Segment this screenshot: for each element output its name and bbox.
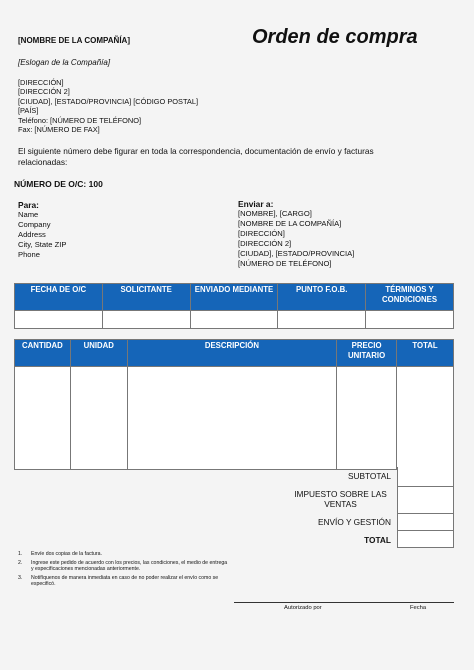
tax-label: IMPUESTO SOBRE LAS VENTAS — [294, 489, 387, 509]
vendor-name: Name — [18, 210, 39, 219]
footnote-item: 3. Notifíquenos de manera inmediata en caso de no poder realizar el envío como se especificó. — [18, 574, 219, 588]
company-name: [NOMBRE DE LA COMPAÑÍA] — [18, 36, 130, 45]
ship-to-phone: [NÚMERO DE TELÉFONO] — [238, 259, 332, 268]
company-address — [18, 78, 198, 134]
subtotal-field[interactable] — [397, 467, 454, 487]
enviado-mediante-field[interactable] — [190, 311, 278, 329]
header-solicitante: SOLICITANTE — [102, 284, 190, 311]
vendor-city: City, State ZIP — [18, 240, 67, 249]
header-enviado-mediante: ENVIADO MEDIANTE — [190, 284, 278, 311]
total-label: TOTAL — [364, 535, 391, 545]
ship-to-city: [CIUDAD], [ESTADO/PROVINCIA] — [238, 249, 355, 258]
order-info-table — [14, 283, 454, 329]
fax-line: Fax: [NÚMERO DE FAX] — [18, 125, 100, 135]
header-fecha-oc: FECHA DE O/C — [15, 284, 103, 311]
footnote-item: 1. Envíe dos copias de la factura. — [18, 551, 102, 557]
precio-unitario-column[interactable] — [337, 367, 397, 470]
address-line: [DIRECCIÓN 2] — [18, 87, 70, 97]
phone-line: Teléfono: [NÚMERO DE TELÉFONO] — [18, 115, 142, 125]
document-title: Orden de compra — [252, 26, 418, 48]
totals-block — [290, 467, 454, 548]
punto-fob-field[interactable] — [278, 311, 366, 329]
header-descripcion: DESCRIPCIÓN — [127, 340, 336, 367]
vendor-label: Para: — [18, 200, 39, 210]
subtotal-label: SUBTOTAL — [347, 471, 391, 481]
ship-to-address-2: [DIRECCIÓN 2] — [238, 239, 292, 248]
total-column[interactable] — [397, 367, 454, 470]
vendor-company: Company — [18, 220, 51, 229]
footnotes — [18, 551, 228, 590]
correspondence-notice: El siguiente número debe figurar en toda la correspondencia, documentación de envío y facturas relacionadas: — [18, 146, 374, 167]
header-punto-fob: PUNTO F.O.B. — [278, 284, 366, 311]
address-line: [CIUDAD], [ESTADO/PROVINCIA] [CÓDIGO POSTAL] — [18, 96, 199, 106]
header-cantidad: CANTIDAD — [15, 340, 71, 367]
po-number: NÚMERO DE O/C: 100 — [14, 179, 103, 189]
vendor-phone: Phone — [18, 250, 40, 259]
ship-to-block — [238, 199, 354, 269]
total-field[interactable] — [397, 531, 454, 548]
vendor-address: Address — [18, 230, 46, 239]
header-unidad: UNIDAD — [70, 340, 127, 367]
fecha-oc-field[interactable] — [15, 311, 103, 329]
ship-to-address: [DIRECCIÓN] — [238, 229, 285, 238]
ship-to-label: Enviar a: — [238, 199, 274, 209]
shipping-label: ENVÍO Y GESTIÓN — [317, 517, 391, 527]
items-table — [14, 339, 454, 470]
shipping-field[interactable] — [397, 514, 454, 531]
cantidad-column[interactable] — [15, 367, 71, 470]
footnote-item: 2. Ingrese este pedido de acuerdo con los precios, las condiciones, el medio de entrega y especificaciones mencionadas anteriormente. — [18, 559, 228, 573]
header-precio-unitario: PRECIO UNITARIO — [337, 340, 397, 367]
unidad-column[interactable] — [70, 367, 127, 470]
vendor-block — [18, 200, 66, 260]
tax-field[interactable] — [397, 487, 454, 514]
ship-to-name: [NOMBRE], [CARGO] — [238, 209, 312, 218]
header-total: TOTAL — [397, 340, 454, 367]
solicitante-field[interactable] — [102, 311, 190, 329]
company-slogan: [Eslogan de la Compañía] — [18, 58, 111, 67]
terminos-field[interactable] — [366, 311, 454, 329]
signature-line — [234, 602, 454, 603]
ship-to-company: [NOMBRE DE LA COMPAÑÍA] — [238, 219, 342, 228]
header-terminos: TÉRMINOS Y CONDICIONES — [366, 284, 454, 311]
authorized-by-label: Autorizado por — [284, 605, 322, 611]
date-label: Fecha — [410, 605, 427, 611]
address-line: [DIRECCIÓN] — [18, 78, 64, 87]
address-line: [PAÍS] — [18, 106, 39, 116]
descripcion-column[interactable] — [127, 367, 336, 470]
